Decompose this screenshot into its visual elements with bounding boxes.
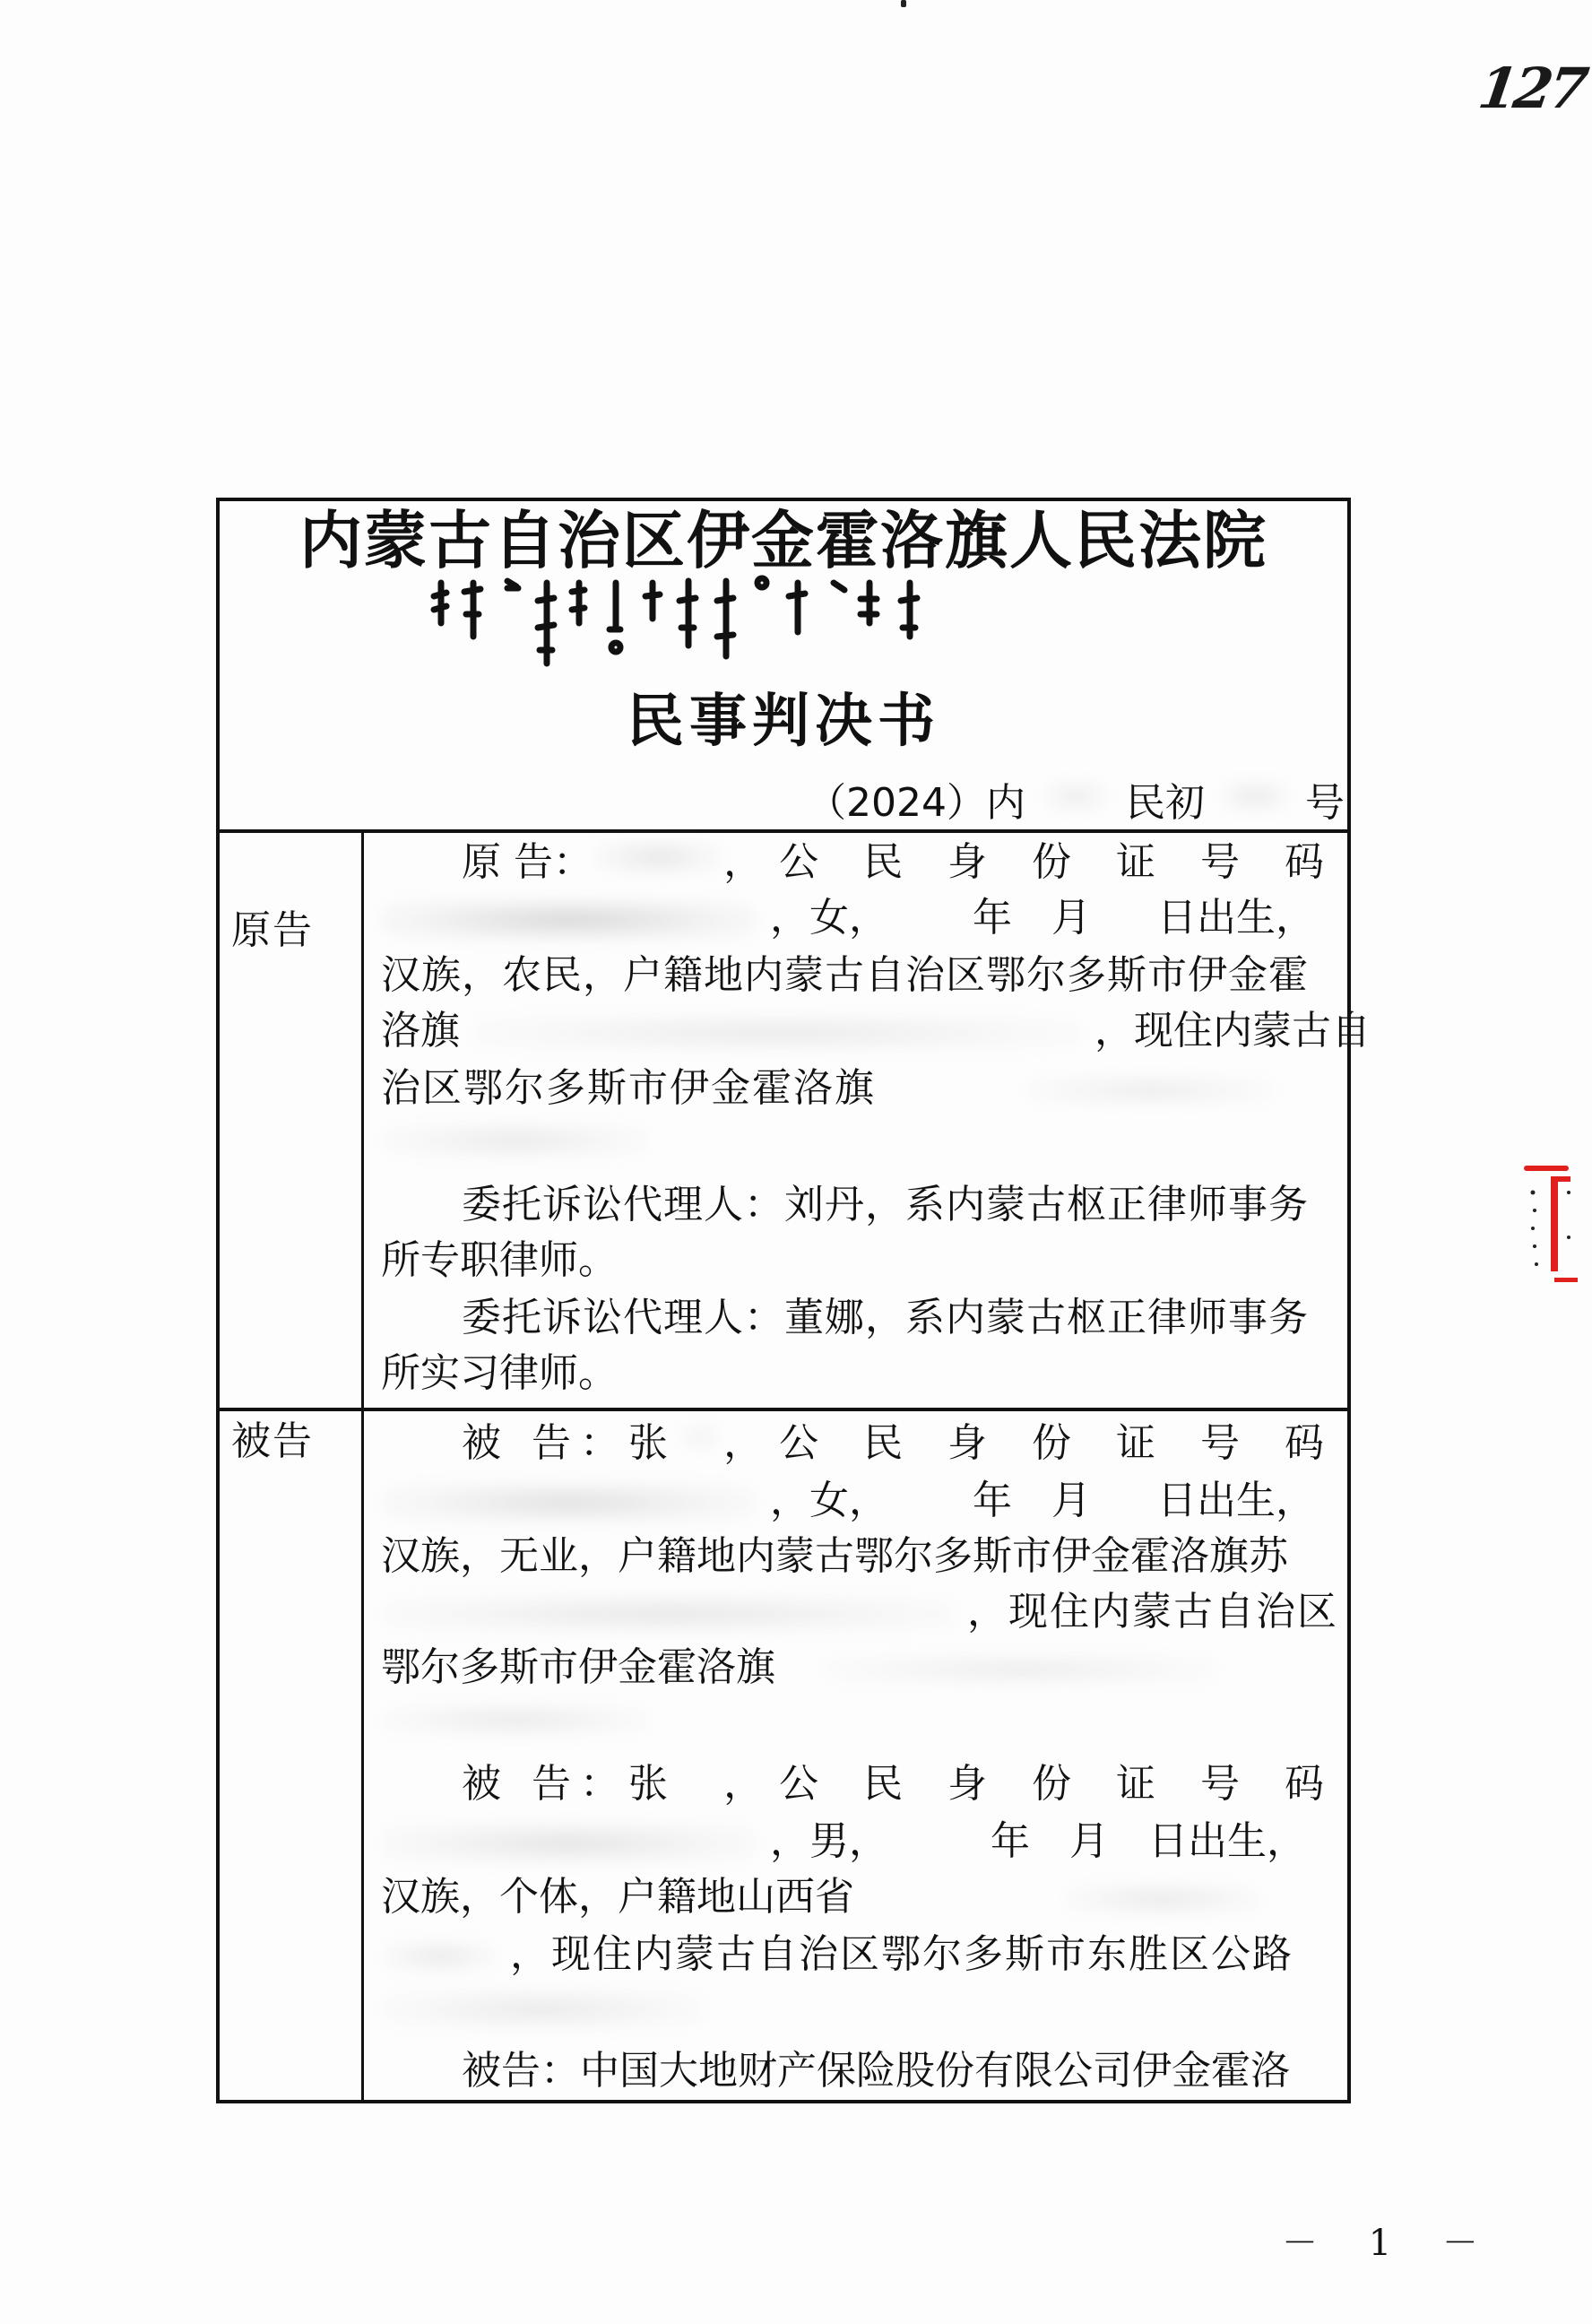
redacted-address [381, 1593, 955, 1635]
redacted-address [381, 1121, 650, 1160]
redacted-id [381, 898, 757, 942]
redacted-address [381, 1938, 497, 1974]
plaintiff-line-6 [381, 1121, 1340, 1173]
case-number-prefix: （2024）内 [807, 780, 1025, 826]
top-binding-mark [901, 0, 906, 7]
column-divider [361, 831, 364, 2103]
defendant-1-line-4: ，现住内蒙古自治区 [381, 1587, 1340, 1637]
redacted-name [677, 1418, 723, 1454]
redacted-address [381, 1702, 650, 1738]
redacted-address [1025, 1072, 1276, 1108]
plaintiff-label: 原告 [231, 907, 314, 953]
redacted-id [381, 1821, 757, 1866]
defendant-label: 被告 [231, 1418, 314, 1464]
document-type-title: 民事判决书 [627, 689, 940, 755]
redacted-address [381, 1987, 704, 2032]
defendant-1-line-2: ，女， 年 月 日出生， [381, 1476, 1340, 1526]
mongolian-court-name [421, 574, 1210, 681]
handwritten-page-number: 127 [1474, 56, 1589, 121]
redacted-address [824, 1652, 1218, 1687]
agent-1-line-2: 所专职律师。 [381, 1237, 618, 1283]
header-divider [216, 829, 1351, 833]
agent-2-line-1: 委托诉讼代理人：董娜，系内蒙古枢正律师事务 [462, 1295, 1309, 1340]
defendant-3-line-1: 被告：中国大地财产保险股份有限公司伊金霍洛 [462, 2048, 1290, 2094]
defendant-2-line-1: 被 告：张 ，公 民 身 份 证 号 码 [462, 1761, 1340, 1807]
redacted-name [593, 837, 723, 877]
defendant-1-line-5: 鄂尔多斯市伊金霍洛旗 [381, 1643, 1340, 1693]
case-number-middle: 民初 [1125, 780, 1205, 826]
plaintiff-line-1: 原 告： ，公 民 身 份 证 号 码 [462, 839, 1340, 885]
defendant-1-line-3: 汉族，无业，户籍地内蒙古鄂尔多斯市伊金霍洛旗苏 [381, 1533, 1288, 1579]
agent-1-line-1: 委托诉讼代理人：刘丹，系内蒙古枢正律师事务 [462, 1182, 1309, 1227]
case-number [807, 778, 1345, 828]
plaintiff-line-5: 治区鄂尔多斯市伊金霍洛旗 [381, 1063, 1340, 1114]
redacted-block [1219, 778, 1291, 814]
defendant-2-line-5 [381, 1987, 1340, 2044]
plaintiff-line-4: 洛旗 ，现住内蒙古自 [381, 1008, 1371, 1054]
defendant-2-line-4: ，现住内蒙古自治区鄂尔多斯市东胜区公路 [381, 1929, 1340, 1980]
court-name: 内蒙古自治区伊金霍洛旗人民法院 [299, 504, 1268, 577]
redacted-id [381, 1480, 757, 1525]
defendant-2-line-3: 汉族，个体，户籍地山西省 [381, 1872, 1340, 1922]
defendant-1-line-6 [381, 1700, 1340, 1750]
redacted-address [1064, 1881, 1261, 1917]
defendant-1-line-1: 被 告：张 ，公 民 身 份 证 号 码 [462, 1420, 1340, 1466]
redacted-address [472, 1012, 1082, 1054]
row-divider [216, 1408, 1351, 1411]
defendant-2-line-2: ，男， 年 月 日出生， [381, 1817, 1340, 1867]
page-number: － 1 － [1282, 2223, 1498, 2264]
redacted-block [1040, 778, 1112, 814]
case-number-suffix: 号 [1304, 780, 1345, 826]
plaintiff-line-2: ，女， 年 月 日出生， [381, 893, 1340, 943]
seal-stamp-icon [1524, 1157, 1578, 1300]
plaintiff-line-3: 汉族，农民，户籍地内蒙古自治区鄂尔多斯市伊金霍 [381, 952, 1309, 998]
agent-2-line-2: 所实习律师。 [381, 1350, 618, 1396]
